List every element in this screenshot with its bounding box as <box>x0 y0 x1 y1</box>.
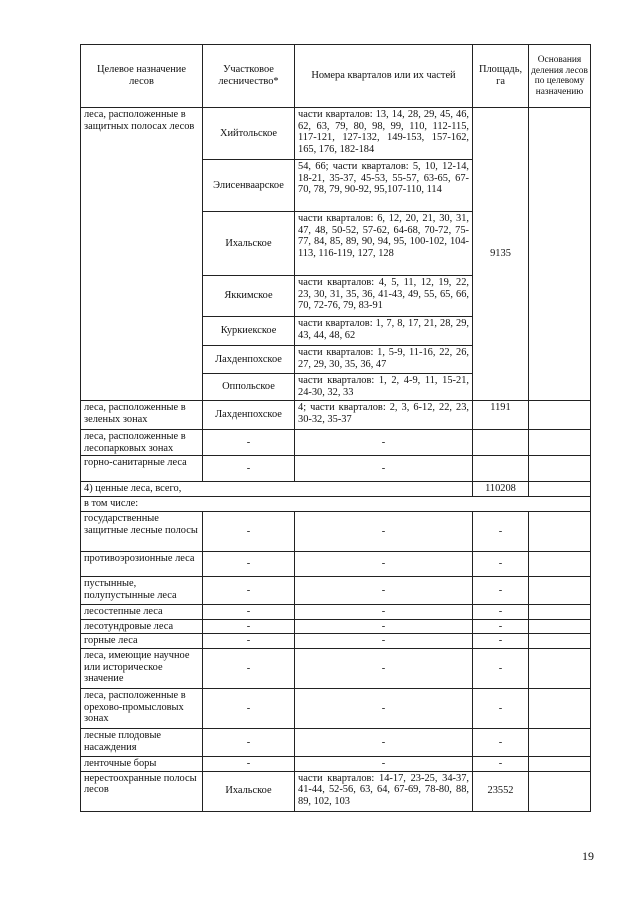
quarters-cell: - <box>295 512 473 552</box>
area-cell <box>473 456 529 482</box>
purpose-cell: леса, расположенные в защитных полосах лесов <box>81 108 203 401</box>
quarters-cell: - <box>295 619 473 634</box>
header-basis: Основания деления лесов по целевому назначению <box>529 45 591 108</box>
basis-cell <box>529 108 591 401</box>
table-row <box>81 497 591 512</box>
quarters-cell: части кварталов: 4, 5, 11, 12, 19, 22, 23, 30, 31, 35, 36, 41-43, 49, 55, 65, 66, 70, 72-76, 79, 83-91 <box>295 276 473 317</box>
quarters-cell: - <box>295 756 473 771</box>
quarters-cell: - <box>295 430 473 456</box>
valuable-total-label: 4) ценные леса, всего, <box>81 482 473 497</box>
purpose-cell: государственные защитные лесные полосы <box>81 512 203 552</box>
table-row <box>81 108 591 160</box>
basis-cell <box>529 688 591 728</box>
header-purpose: Целевое назначение лесов <box>81 45 203 108</box>
purpose-cell: лесотундровые леса <box>81 619 203 634</box>
basis-cell <box>529 577 591 605</box>
basis-cell <box>529 401 591 430</box>
area-cell: - <box>473 728 529 756</box>
district-cell: Лахденпохское <box>203 401 295 430</box>
quarters-cell: 54, 66; части кварталов: 5, 10, 12-14, 18-21, 35-37, 45-53, 55-57, 63-65, 67-70, 78, 79, 90-92, 95,107-110, 114 <box>295 160 473 212</box>
quarters-cell: части кварталов: 1, 5-9, 11-16, 22, 26, 27, 29, 30, 35, 36, 47 <box>295 346 473 374</box>
area-cell: - <box>473 605 529 620</box>
district-cell: - <box>203 728 295 756</box>
area-cell: - <box>473 634 529 649</box>
basis-cell <box>529 728 591 756</box>
forest-purpose-table <box>80 44 591 812</box>
quarters-cell: - <box>295 456 473 482</box>
basis-cell <box>529 482 591 497</box>
district-cell: - <box>203 512 295 552</box>
table-row <box>81 401 591 430</box>
table-row <box>81 619 591 634</box>
purpose-cell: лесные плодовые насаждения <box>81 728 203 756</box>
basis-cell <box>529 756 591 771</box>
area-cell: 110208 <box>473 482 529 497</box>
table-row <box>81 430 591 456</box>
district-cell: Куркиекское <box>203 317 295 346</box>
header-area: Площадь, га <box>473 45 529 108</box>
area-cell: - <box>473 512 529 552</box>
purpose-cell: леса, имеющие научное или историческое значение <box>81 648 203 688</box>
table-row <box>81 756 591 771</box>
page-number: 19 <box>582 849 594 863</box>
district-cell: - <box>203 688 295 728</box>
purpose-cell: леса, расположенные в орехово-промысловых зонах <box>81 688 203 728</box>
header-district: Участковое лесничество* <box>203 45 295 108</box>
purpose-cell: леса, расположенные в зеленых зонах <box>81 401 203 430</box>
purpose-cell: горные леса <box>81 634 203 649</box>
table-row <box>81 456 591 482</box>
quarters-cell: части кварталов: 1, 2, 4-9, 11, 15-21, 24-30, 32, 33 <box>295 374 473 401</box>
district-cell: Лахденпохское <box>203 346 295 374</box>
district-cell: - <box>203 756 295 771</box>
district-cell: - <box>203 430 295 456</box>
district-cell: Ихальское <box>203 212 295 276</box>
table-row <box>81 771 591 811</box>
purpose-cell: леса, расположенные в лесопарковых зонах <box>81 430 203 456</box>
district-cell: - <box>203 648 295 688</box>
quarters-cell: - <box>295 648 473 688</box>
table-row <box>81 648 591 688</box>
district-cell: Оппольское <box>203 374 295 401</box>
quarters-cell: 4; части кварталов: 2, 3, 6-12, 22, 23, 30-32, 35-37 <box>295 401 473 430</box>
quarters-cell: - <box>295 688 473 728</box>
purpose-cell: нерестоохранные полосы лесов <box>81 771 203 811</box>
basis-cell <box>529 634 591 649</box>
table-row <box>81 728 591 756</box>
basis-cell <box>529 648 591 688</box>
purpose-cell: горно-санитарные леса <box>81 456 203 482</box>
quarters-cell: - <box>295 634 473 649</box>
basis-cell <box>529 605 591 620</box>
purpose-cell: пустынные, полупустынные леса <box>81 577 203 605</box>
table-row <box>81 634 591 649</box>
basis-cell <box>529 512 591 552</box>
area-cell: - <box>473 619 529 634</box>
basis-cell <box>529 430 591 456</box>
table-row <box>81 605 591 620</box>
district-cell: Яккимское <box>203 276 295 317</box>
area-cell: - <box>473 648 529 688</box>
district-cell: Хийтольское <box>203 108 295 160</box>
quarters-cell: - <box>295 577 473 605</box>
quarters-cell: части кварталов: 1, 7, 8, 17, 21, 28, 29, 43, 44, 48, 62 <box>295 317 473 346</box>
quarters-cell: части кварталов: 13, 14, 28, 29, 45, 46, 62, 63, 79, 80, 98, 99, 110, 112-115, 117-121, 127-132, 149-153, 157-162, 165, 176, 182-184 <box>295 108 473 160</box>
area-cell <box>473 430 529 456</box>
quarters-cell: - <box>295 552 473 577</box>
district-cell: Ихальское <box>203 771 295 811</box>
district-cell: - <box>203 605 295 620</box>
basis-cell <box>529 771 591 811</box>
area-cell: 1191 <box>473 401 529 430</box>
district-cell: - <box>203 634 295 649</box>
table-row <box>81 552 591 577</box>
table-header-row <box>81 45 591 108</box>
district-cell: - <box>203 552 295 577</box>
quarters-cell: - <box>295 728 473 756</box>
district-cell: - <box>203 577 295 605</box>
quarters-cell: части кварталов: 6, 12, 20, 21, 30, 31, 47, 48, 50-52, 57-62, 64-68, 70-72, 75-77, 84, 85, 89, 90, 94, 95, 100-102, 104-113, 116-119, 127, 128 <box>295 212 473 276</box>
district-cell: Элисенваарское <box>203 160 295 212</box>
table-row <box>81 512 591 552</box>
basis-cell <box>529 456 591 482</box>
table-row <box>81 482 591 497</box>
table-row <box>81 688 591 728</box>
including-label: в том числе: <box>81 497 591 512</box>
purpose-cell: ленточные боры <box>81 756 203 771</box>
purpose-cell: противоэрозионные леса <box>81 552 203 577</box>
area-cell: - <box>473 552 529 577</box>
quarters-cell: - <box>295 605 473 620</box>
basis-cell <box>529 619 591 634</box>
purpose-cell: лесостепные леса <box>81 605 203 620</box>
district-cell: - <box>203 619 295 634</box>
area-cell: - <box>473 577 529 605</box>
district-cell: - <box>203 456 295 482</box>
area-cell: - <box>473 688 529 728</box>
basis-cell <box>529 552 591 577</box>
header-quarters: Номера кварталов или их частей <box>295 45 473 108</box>
area-cell: 23552 <box>473 771 529 811</box>
table-row <box>81 577 591 605</box>
area-cell: - <box>473 756 529 771</box>
area-cell: 9135 <box>473 108 529 401</box>
quarters-cell: части кварталов: 14-17, 23-25, 34-37, 41-44, 52-56, 63, 64, 67-69, 78-80, 88, 89, 102, 103 <box>295 771 473 811</box>
